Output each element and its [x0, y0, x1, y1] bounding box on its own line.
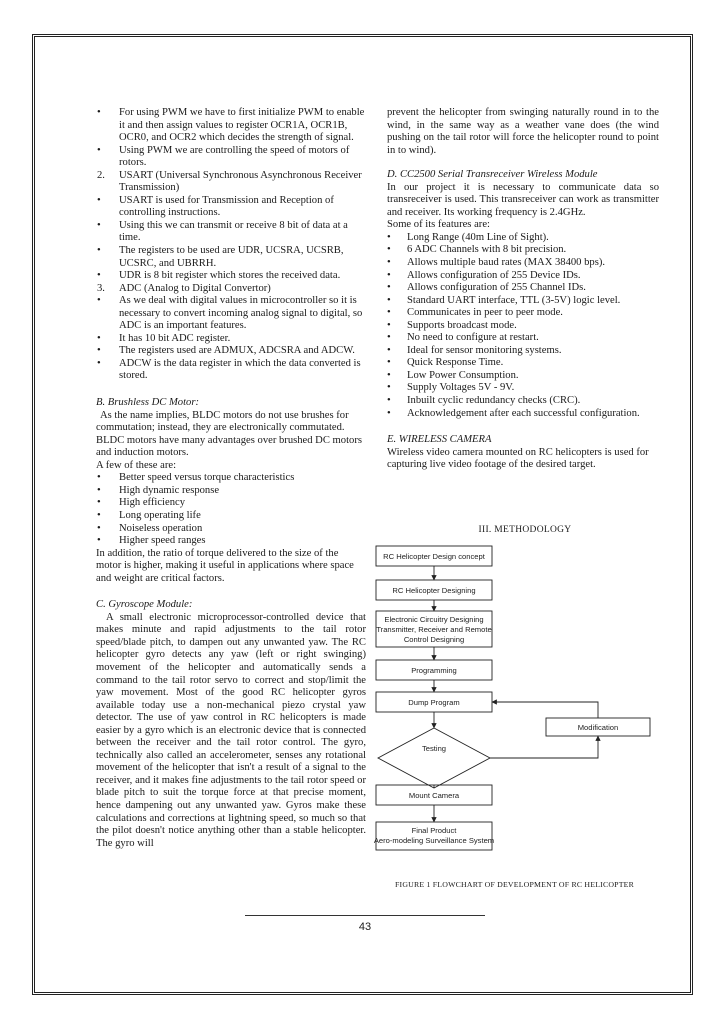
bldc-addition: In addition, the ratio of torque delivered to the size of the motor is higher, making it useful in applications where space and weight are critical factors. [96, 547, 354, 584]
bullet-icon: • [97, 497, 101, 509]
list-item: • Quick Response Time. [387, 357, 504, 369]
list-item: • High efficiency [97, 497, 185, 509]
list-item: • Long operating life [97, 509, 201, 521]
bullet-icon: • [387, 332, 391, 344]
list-item: • The registers to be used are UDR, UCSRA, UCSRB, UCSRC, and UBRRH. [97, 245, 344, 269]
bullet-icon: • [387, 244, 391, 256]
bullet-icon: • [387, 269, 391, 281]
bullet-icon: • [387, 231, 391, 243]
bullet-icon: • [97, 472, 101, 484]
left-column [96, 107, 366, 850]
section-heading-cc2500: D. CC2500 Serial Transreceiver Wireless Module [387, 169, 598, 181]
bullet-icon: • [97, 509, 101, 521]
bldc-paragraph: As the name implies, BLDC motors do not use brushes for commutation; instead, they are electronically commutated. BLDC motors have many advantages over brushed DC motors and induction motors. [96, 409, 362, 459]
list-item: • 6 ADC Channels with 8 bit precision. [387, 244, 567, 256]
cc2500-some: Some of its features are: [387, 219, 490, 231]
methodology-title: III. METHODOLOGY [478, 525, 572, 535]
flow-label: Modification [577, 723, 619, 732]
footer-divider [245, 915, 485, 916]
bullet-icon: • [387, 319, 391, 331]
list-item: • Standard UART interface, TTL (3-5V) logic level. [387, 294, 621, 306]
bullet-icon: • [387, 307, 391, 319]
section-heading-camera: E. WIRELESS CAMERA [387, 434, 492, 446]
bullet-icon: • [387, 294, 391, 306]
list-item: • Supply Voltages 5V - 9V. [387, 382, 515, 394]
flow-decision-testing [378, 728, 490, 788]
numbered-item-usart: 2. USART (Universal Synchronous Asynchronous Receiver Transmission) [97, 169, 362, 194]
gyro-paragraph: A small electronic microprocessor-controlled device that makes minute and rapid adjustments to the tail rotor speed/blade pitch, to dampen out any unwanted yaw. The RC helicopter gyro detects any yaw (left or right swinging) movement of the helicopter and automatically sends a command to the tail rotor servo to correct and stop/limit the yaw movement. Most of the good RC helicopter gyros available today use a non-mechanical piezo crystal yaw detector. The use of yaw control in RC helicopters is made easier by a gyro which is an electronic device that is connected between the receiver and the tail rotor control. The gyro, technically also called an accelerometer, senses any rotational movement of the helicopter that isn't a result of a signal to the receiver, and it makes fine adjustments to the tail rotor speed or blade pitch to suit the torque force at that precise moment, hence dampening out any unwanted yaw. Gyros make these calculations and corrections at lightning speed, so much so that the pilot doesn't notice anything other than a stable helicopter. The gyro will [96, 611, 366, 849]
list-item: • Inbuilt cyclic redundancy checks (CRC). [387, 395, 581, 407]
list-item: • Better speed versus torque characteristics [97, 472, 295, 484]
flow-label: Testing [421, 744, 447, 753]
cc2500-paragraph: In our project it is necessary to communicate data so transreceiver is used. This transreceiver can work as transmitter and receiver. Its working frequency is 2.4GHz. [387, 181, 659, 218]
list-item: • Allows configuration of 255 Device IDs. [387, 269, 581, 281]
list-item: • USART is used for Transmission and Reception of controlling instructions. [97, 194, 334, 219]
bullet-icon: • [97, 144, 101, 156]
section-heading-gyro: C. Gyroscope Module: [96, 599, 193, 611]
bullet-icon: • [387, 369, 391, 381]
bullet-icon: • [387, 357, 391, 369]
bullet-icon: • [97, 295, 101, 307]
figure-caption: FIGURE 1 FLOWCHART OF DEVELOPMENT OF RC HELICOPTER [395, 880, 635, 889]
flow-arrow [490, 736, 598, 758]
flow-label: Final Product [411, 826, 457, 835]
list-item: • Allows multiple baud rates (MAX 38400 bps). [387, 257, 606, 269]
flow-label: RC Helicopter Designing [392, 586, 476, 595]
list-item: • High dynamic response [97, 484, 220, 496]
bullet-icon: • [97, 535, 101, 547]
bullet-icon: • [97, 345, 101, 357]
list-item: • Allows configuration of 255 Channel IDs. [387, 282, 586, 294]
numbered-item-adc: 3. ADC (Analog to Digital Convertor) [97, 282, 271, 294]
list-item: • Acknowledgement after each successful configuration. [387, 407, 640, 419]
section-heading-bldc: B. Brushless DC Motor: [96, 397, 199, 409]
bullet-icon: • [97, 270, 101, 282]
list-item: • Ideal for sensor monitoring systems. [387, 344, 562, 356]
list-item: • Higher speed ranges [97, 535, 206, 547]
list-item: • Communicates in peer to peer mode. [387, 307, 563, 319]
right-column [387, 107, 659, 472]
flow-label: Transmitter, Receiver and Remote [376, 625, 492, 634]
bullet-icon: • [387, 257, 391, 269]
flow-label: Dump Program [408, 698, 460, 707]
list-item: • Using PWM we are controlling the speed of motors of rotors. [97, 144, 350, 169]
flow-label: Electronic Circuitry Designing [384, 615, 484, 624]
list-item: • No need to configure at restart. [387, 332, 539, 344]
list-item: • It has 10 bit ADC register. [97, 332, 231, 344]
list-item: • For using PWM we have to first initialize PWM to enable it and then assign values to register OCR1A, OCR1B, OCR0, and OCR2 which decides the strength of signal. [97, 107, 365, 144]
bullet-icon: • [387, 395, 391, 407]
bullet-icon: • [97, 484, 101, 496]
flow-label: Programming [411, 666, 457, 675]
list-item: • Using this we can transmit or receive 8 bit of data at a time. [97, 219, 348, 244]
list-item: • As we deal with digital values in microcontroller so it is necessary to convert incoming analog signal to digital, so ADC is an important features. [97, 295, 363, 332]
gyro-continued-paragraph: prevent the helicopter from swinging naturally round in to the wind, in the same way as a weather vane does (the wind pushing on the tail rotor will force the helicopter round to point in to wind). [387, 107, 659, 156]
list-item: • UDR is 8 bit register which stores the received data. [97, 270, 341, 282]
bullet-icon: • [97, 219, 101, 231]
bullet-icon: • [97, 332, 101, 344]
list-item: • The registers used are ADMUX, ADCSRA and ADCW. [97, 345, 355, 357]
list-item: • Long Range (40m Line of Sight). [387, 231, 549, 243]
flow-label: RC Helicopter Design concept [383, 552, 485, 561]
list-item: • Noiseless operation [97, 522, 203, 534]
flow-label: Aero-modeling Surveillance System [373, 836, 495, 845]
list-item: • ADCW is the data register in which the data converted is stored. [97, 357, 361, 382]
bldc-few: A few of these are: [96, 459, 177, 471]
page-number: 43 [358, 921, 372, 933]
bullet-icon: • [387, 282, 391, 294]
bullet-icon: • [97, 107, 101, 118]
bullet-icon: • [97, 245, 101, 257]
camera-paragraph: Wireless video camera mounted on RC helicopters is used for capturing live video footage of the desired target. [387, 446, 649, 471]
bullet-icon: • [97, 522, 101, 534]
flow-label: Control Designing [403, 635, 465, 644]
flowchart [366, 540, 666, 870]
bullet-icon: • [97, 194, 101, 206]
list-item: • Low Power Consumption. [387, 369, 519, 381]
bullet-icon: • [97, 357, 101, 369]
bullet-icon: • [387, 382, 391, 394]
bullet-icon: • [387, 344, 391, 356]
list-item: • Supports broadcast mode. [387, 319, 517, 331]
flow-label: Mount Camera [408, 791, 460, 800]
flow-arrow [492, 702, 598, 718]
bullet-icon: • [387, 407, 391, 419]
